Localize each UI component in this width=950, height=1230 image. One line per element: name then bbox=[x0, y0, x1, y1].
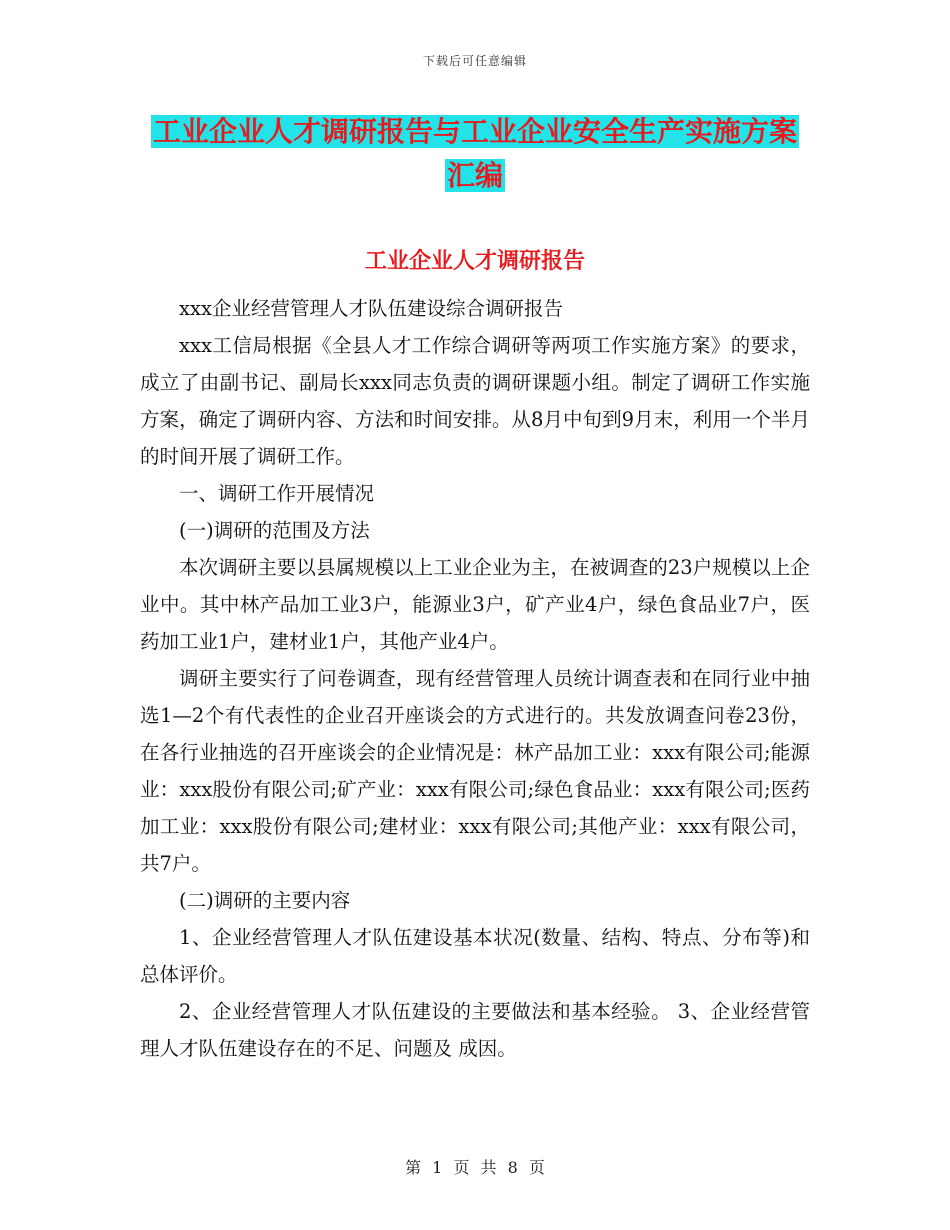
header-note: 下载后可任意编辑 bbox=[422, 54, 527, 68]
document-title-line1 bbox=[140, 110, 810, 154]
list-item-2-3: 2、企业经营管理人才队伍建设的主要做法和基本经验。 3、企业经营管理人才队伍建设存在的不足、问题及 成因。 bbox=[140, 1000, 810, 1060]
document-body bbox=[140, 290, 810, 1067]
paragraph-method: 调研主要实行了问卷调查，现有经营管理人员统计调查表和在同行业中抽选1—2个有代表性的企业召开座谈会的方式进行的。共发放调查问卷23份，在各行业抽选的召开座谈会的企业情况是：林产品加工业：xxx有限公司;能源业：xxx股份有限公司;矿产业：xxx有限公司;绿色食品业：xxx有限公司;医药加工业：xxx股份有限公司;建材业：xxx有限公司;其他产业：xxx有限公司，共7户。 bbox=[140, 667, 810, 875]
document-title-line2 bbox=[140, 154, 810, 198]
paragraph-report-name: xxx企业经营管理人才队伍建设综合调研报告 bbox=[179, 297, 563, 320]
document-title-text-1: 工业企业人才调研报告与工业企业安全生产实施方案 bbox=[152, 115, 797, 148]
section-title: 工业企业人才调研报告 bbox=[364, 249, 585, 274]
document-title-text-2: 汇编 bbox=[446, 159, 503, 192]
paragraph-scope: 本次调研主要以县属规模以上工业企业为主，在被调查的23户规模以上企业中。其中林产品加工业3户，能源业3户，矿产业4户，绿色食品业7户，医药加工业1户，建材业1户，其他产业4户。 bbox=[140, 556, 810, 653]
paragraph-intro: xxx工信局根据《全县人才工作综合调研等两项工作实施方案》的要求，成立了由副书记、副局长xxx同志负责的调研课题小组。制定了调研工作实施方案，确定了调研内容、方法和时间安排。从8月中旬到9月末，利用一个半月的时间开展了调研工作。 bbox=[140, 334, 810, 468]
heading-scope-method: (一)调研的范围及方法 bbox=[179, 519, 370, 542]
list-item-1: 1、企业经营管理人才队伍建设基本状况(数量、结构、特点、分布等)和总体评价。 bbox=[140, 926, 810, 986]
heading-part-one: 一、调研工作开展情况 bbox=[179, 482, 375, 505]
heading-main-content: (二)调研的主要内容 bbox=[179, 889, 351, 912]
page-number-footer: 第 1 页 共 8 页 bbox=[405, 1158, 545, 1177]
